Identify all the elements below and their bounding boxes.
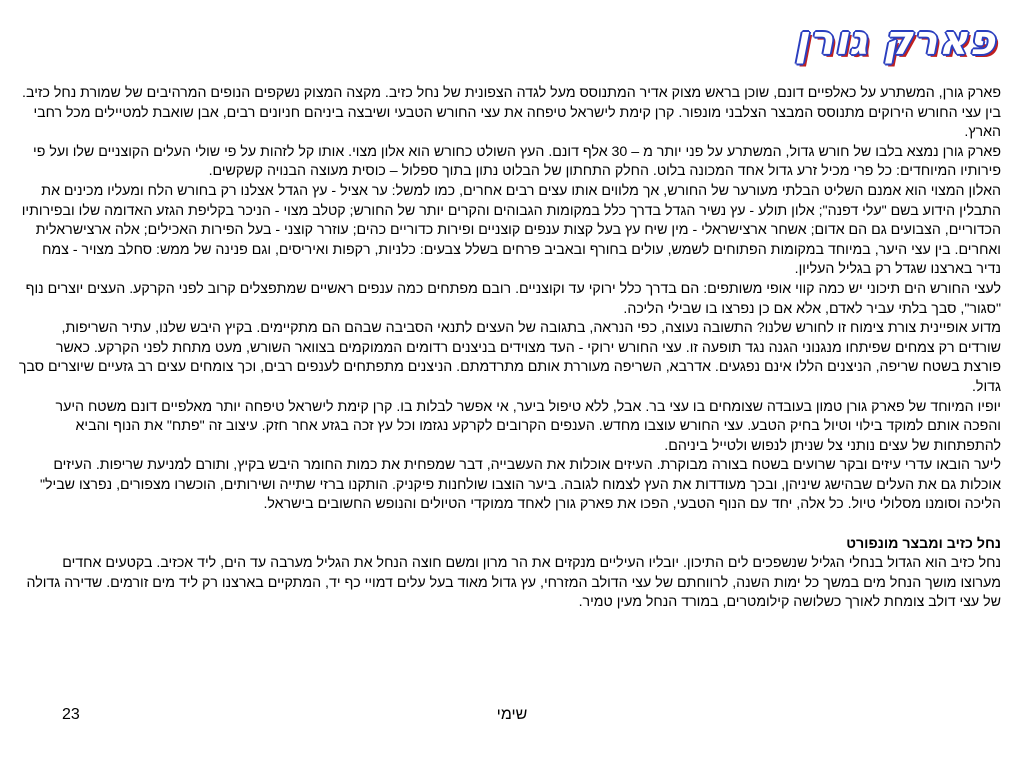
article-paragraph: האלון המצוי הוא אמנם השליט הבלתי מעורער של החורש, אך מלווים אותו עצים רבים אחרים, כמו למשל: ער אציל - עץ הגדל אצלנו רק בחורש הלח ומעליו מכינים את התבלין הידוע בשם "עלי דפנה"; אלון תולע - עץ נשיר הגדל בדרך כלל במקומות הגבוהים והקרים יותר של החורש; קטלב מצוי - הניכר בקליפת הגזע האדומה שלו ובפירותיו הכדוריים, הצבועים גם הם אדום; אשחר ארצישראלי - מין שיח עץ בעל קצות ענפים קוצניים ופירות כדוריים כהים; עוזרר קוצני - בעל הפירות האכילים; אלה ארצישראלית ואחרים. בין עצי היער, במיוחד במקומות הפתוחים לשמש, עולים בחורף ובאביב פרחים בשלל צבעים: כלניות, רקפות ואיריסים, וגם פנינה של ממש: סחלב מצויר - צמח נדיר בארצנו שגדל רק בגליל העליון. (21, 182, 1001, 278)
section-paragraph: נחל כזיב הוא הגדול בנחלי הגליל שנשפכים לים התיכון. יובליו העיליים מנקזים את הר מרון ומשם חוצה הנחל את הגליל מערבה עד הים, ליד אכזיב. בקטעים אחדים מערוצו מושך הנחל מים במשך כל ימות השנה, לרווחתם של עצי הדולב המזרחי, עץ גדול מאוד בעל עלים דמויי כף יד, המתקיים בארצנו רק ליד מים זורמים. שדירה גדולה של עצי דולב צומחת לאורך כשלושה קילומטרים, במורד הנחל מעין טמיר. (26, 555, 1001, 611)
article-body (18, 84, 1001, 613)
article-paragraph: ליער הובאו עדרי עיזים ובקר שרועים בשטח בצורה מבוקרת. העיזים אוכלות את העשבייה, דבר שמפחית את כמות החומר היבש בקיץ, ותורם למניעת שריפות. העיזים אוכלות גם את העלים שבהישג שיניהן, ובכך מעודדות את העץ לצמוח לגובה. ביער הוצבו שולחנות פיקניק. הותקנו ברזי שתייה ושירותים, הוכשרו מצפורים, נפרצו שביל" הליכה וסומנו מסלולי טיול. כל אלה, יחד עם הנוף הטבעי, הפכו את פארק גורן לאחד ממוקדי הטיולים והנופש החשובים בישראל. (39, 457, 1001, 513)
article-paragraph: פארק גורן נמצא בלבו של חורש גדול, המשתרע על פני יותר מ – 30 אלף דונם. העץ השולט כחורש הוא אלון מצוי. אותו קל לזהות על פי שולי העלים הקוצניים שלו ועל פי פירותיו המיוחדים: כל פרי מכיל זרע גדול אחד המכונה בלוט. החלק התחתון של הבלוט נתון בתוך ספלול – כוסית מעוצה הבנויה קשקשים. (33, 143, 1001, 180)
page-number: 23 (62, 706, 80, 723)
article-paragraph: מדוע אופיינית צורת צימוח זו לחורש שלנו? התשובה נעוצה, כפי הנראה, בתגובה של העצים לתנאי הסביבה שבהם הם מתקיימים. בקיץ היבש שלנו, עתיר השריפות, שורדים רק צמחים שפיתחו מנגנוני הגנה נגד תופעה זו. עצי החורש ירוקי - העד מצוידים בניצנים רדומים הממוקמים בצוואר השורש, מעט מתחת לפני הקרקע. כאשר פורצת בשטח שריפה, הניצנים הללו אינם נפגעים. אדרבא, השריפה מעוררת אותם מתרדמתם. הניצנים מתפתחים לענפים רבים, וכך צומחים עצים רב גזעיים שיוצרים סבך גדול. (18, 320, 1001, 395)
article-paragraph: יופיו המיוחד של פארק גורן טמון בעובדה שצומחים בו עצי בר. אבל, ללא טיפול ביער, אי אפשר לבלות בו. קרן קימת לישראל טיפחה יותר מאלפיים דונם משטח היער והפכה אותם למוקד בילוי וטיול בחיק הטבע. עצי החורש עוצבו מחדש. הענפים הקרובים לקרקע נגזמו וכל עץ זכה בגזע אחר חזק. עיצוב זה "פתח" את הנוף והביא להתפתחות של עצים נותני צל שניתן לנפוש ולטייל ביניהם. (55, 398, 1001, 454)
page-title: פארק גורן (794, 18, 996, 64)
article-paragraph: לעצי החורש הים תיכוני יש כמה קווי אופי משותפים: הם בדרך כלל ירוקי עד וקוצניים. רובם מפתחים כמה ענפים ראשיים שמתפצלים קרוב לפני הקרקע. העצים יוצרים נוף "סגור", סבך בלתי עביר לאדם, אלא אם כן נפרצו בו שבילי הליכה. (25, 280, 1001, 317)
article-paragraph: פארק גורן, המשתרע על כאלפיים דונם, שוכן בראש מצוק אדיר המתנוסס מעל לגדה הצפונית של נחל כזיב. מקצה המצוק נשקפים הנופים המרהיבים של שמורת נחל כזיב. בין עצי החורש הירוקים מתנוסס המבצר הצלבני מונפור. קרן קימת לישראל טיפחה את עצי החורש הטבעי ושיבצה ביניהם חניונים רבים, אבן שואבת למטיילים מכל רחבי הארץ. (22, 85, 1001, 141)
section-heading: נחל כזיב ומבצר מונפורט (846, 535, 1001, 552)
footer-author: שימי (496, 706, 528, 723)
